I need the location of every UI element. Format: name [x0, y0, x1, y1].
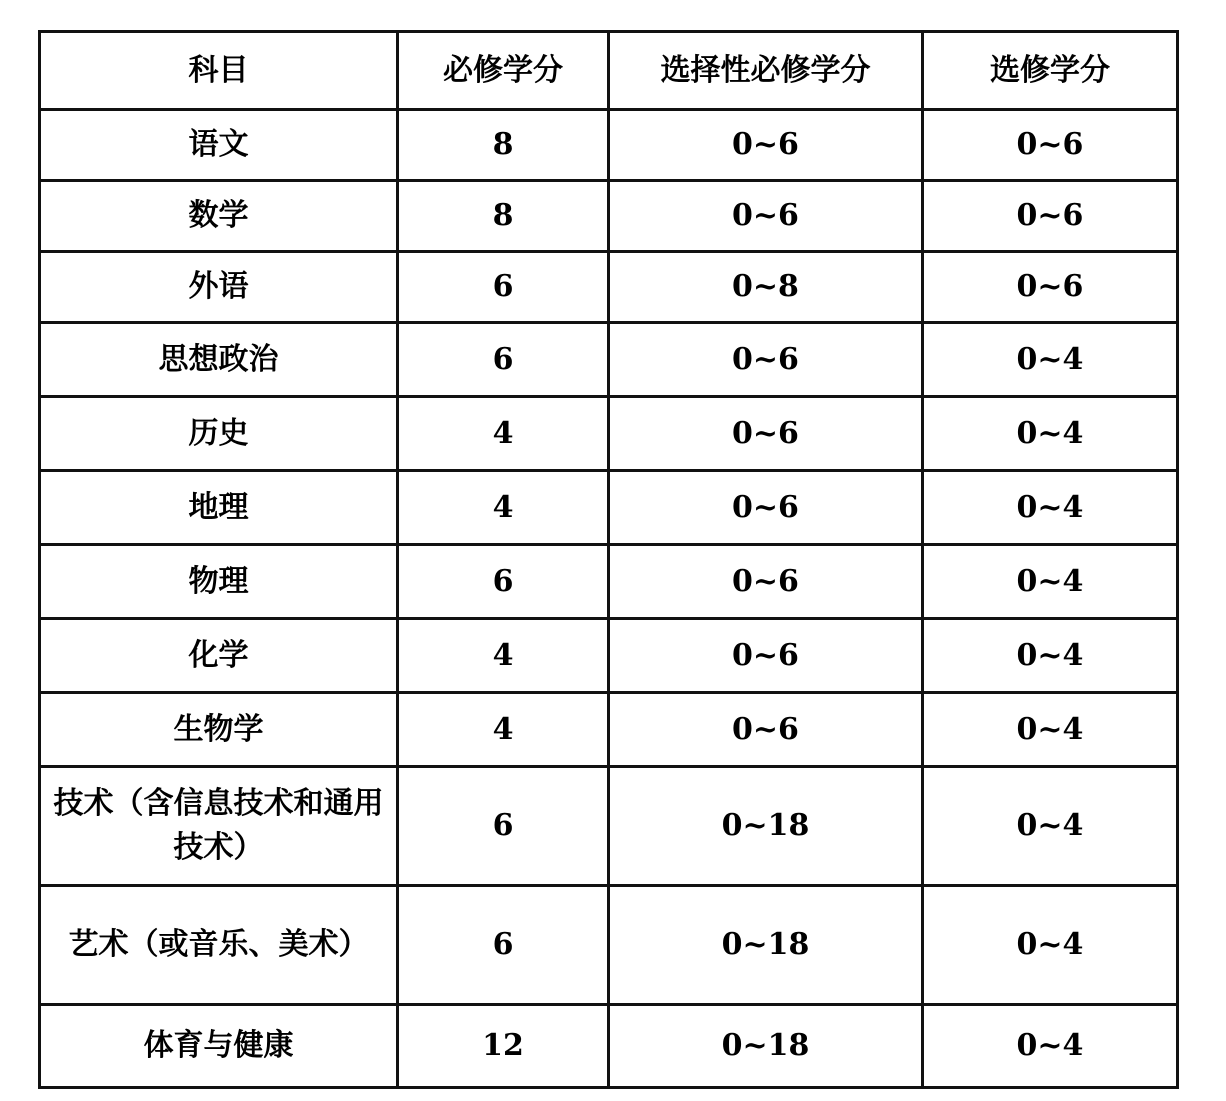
- cell-required: 4: [398, 619, 609, 693]
- cell-selective-required: 0~6: [609, 545, 923, 619]
- cell-selective-required: 0~6: [609, 619, 923, 693]
- table-row: [40, 619, 1178, 693]
- cell-subject: 思想政治: [40, 323, 398, 397]
- cell-required: 4: [398, 397, 609, 471]
- cell-selective-required: 0~6: [609, 397, 923, 471]
- cell-required: 6: [398, 767, 609, 886]
- cell-subject: 技术（含信息技术和通用技术）: [40, 767, 398, 886]
- cell-elective: 0~6: [923, 110, 1178, 181]
- cell-selective-required: 0~6: [609, 323, 923, 397]
- cell-subject: 艺术（或音乐、美术）: [40, 886, 398, 1005]
- cell-subject: 语文: [40, 110, 398, 181]
- table-row: [40, 1005, 1178, 1088]
- cell-elective: 0~6: [923, 181, 1178, 252]
- table-header-row: [40, 32, 1178, 110]
- cell-selective-required: 0~8: [609, 252, 923, 323]
- table-row: [40, 886, 1178, 1005]
- cell-subject: 化学: [40, 619, 398, 693]
- table-row: [40, 693, 1178, 767]
- table-row: [40, 323, 1178, 397]
- cell-elective: 0~4: [923, 471, 1178, 545]
- cell-selective-required: 0~6: [609, 110, 923, 181]
- header-subject: 科目: [40, 32, 398, 110]
- cell-required: 6: [398, 252, 609, 323]
- cell-elective: 0~4: [923, 323, 1178, 397]
- cell-subject: 生物学: [40, 693, 398, 767]
- cell-required: 8: [398, 110, 609, 181]
- cell-subject: 外语: [40, 252, 398, 323]
- cell-required: 4: [398, 471, 609, 545]
- cell-required: 4: [398, 693, 609, 767]
- cell-required: 8: [398, 181, 609, 252]
- header-elective-credits: 选修学分: [923, 32, 1178, 110]
- table-row: [40, 767, 1178, 886]
- cell-subject: 数学: [40, 181, 398, 252]
- cell-required: 6: [398, 886, 609, 1005]
- cell-elective: 0~4: [923, 1005, 1178, 1088]
- table-row: [40, 110, 1178, 181]
- cell-required: 12: [398, 1005, 609, 1088]
- credits-table: [38, 30, 1179, 1089]
- cell-elective: 0~4: [923, 767, 1178, 886]
- table-row: [40, 397, 1178, 471]
- cell-selective-required: 0~18: [609, 886, 923, 1005]
- cell-selective-required: 0~18: [609, 767, 923, 886]
- cell-subject: 地理: [40, 471, 398, 545]
- cell-elective: 0~4: [923, 886, 1178, 1005]
- cell-elective: 0~4: [923, 397, 1178, 471]
- table-row: [40, 181, 1178, 252]
- cell-selective-required: 0~6: [609, 181, 923, 252]
- credits-table-container: [38, 30, 1176, 1089]
- cell-required: 6: [398, 323, 609, 397]
- cell-elective: 0~4: [923, 693, 1178, 767]
- cell-selective-required: 0~18: [609, 1005, 923, 1088]
- cell-subject: 物理: [40, 545, 398, 619]
- header-selective-required-credits: 选择性必修学分: [609, 32, 923, 110]
- cell-selective-required: 0~6: [609, 693, 923, 767]
- cell-selective-required: 0~6: [609, 471, 923, 545]
- cell-required: 6: [398, 545, 609, 619]
- header-required-credits: 必修学分: [398, 32, 609, 110]
- table-row: [40, 471, 1178, 545]
- cell-subject: 历史: [40, 397, 398, 471]
- cell-elective: 0~4: [923, 619, 1178, 693]
- cell-elective: 0~4: [923, 545, 1178, 619]
- cell-elective: 0~6: [923, 252, 1178, 323]
- table-row: [40, 545, 1178, 619]
- cell-subject: 体育与健康: [40, 1005, 398, 1088]
- table-row: [40, 252, 1178, 323]
